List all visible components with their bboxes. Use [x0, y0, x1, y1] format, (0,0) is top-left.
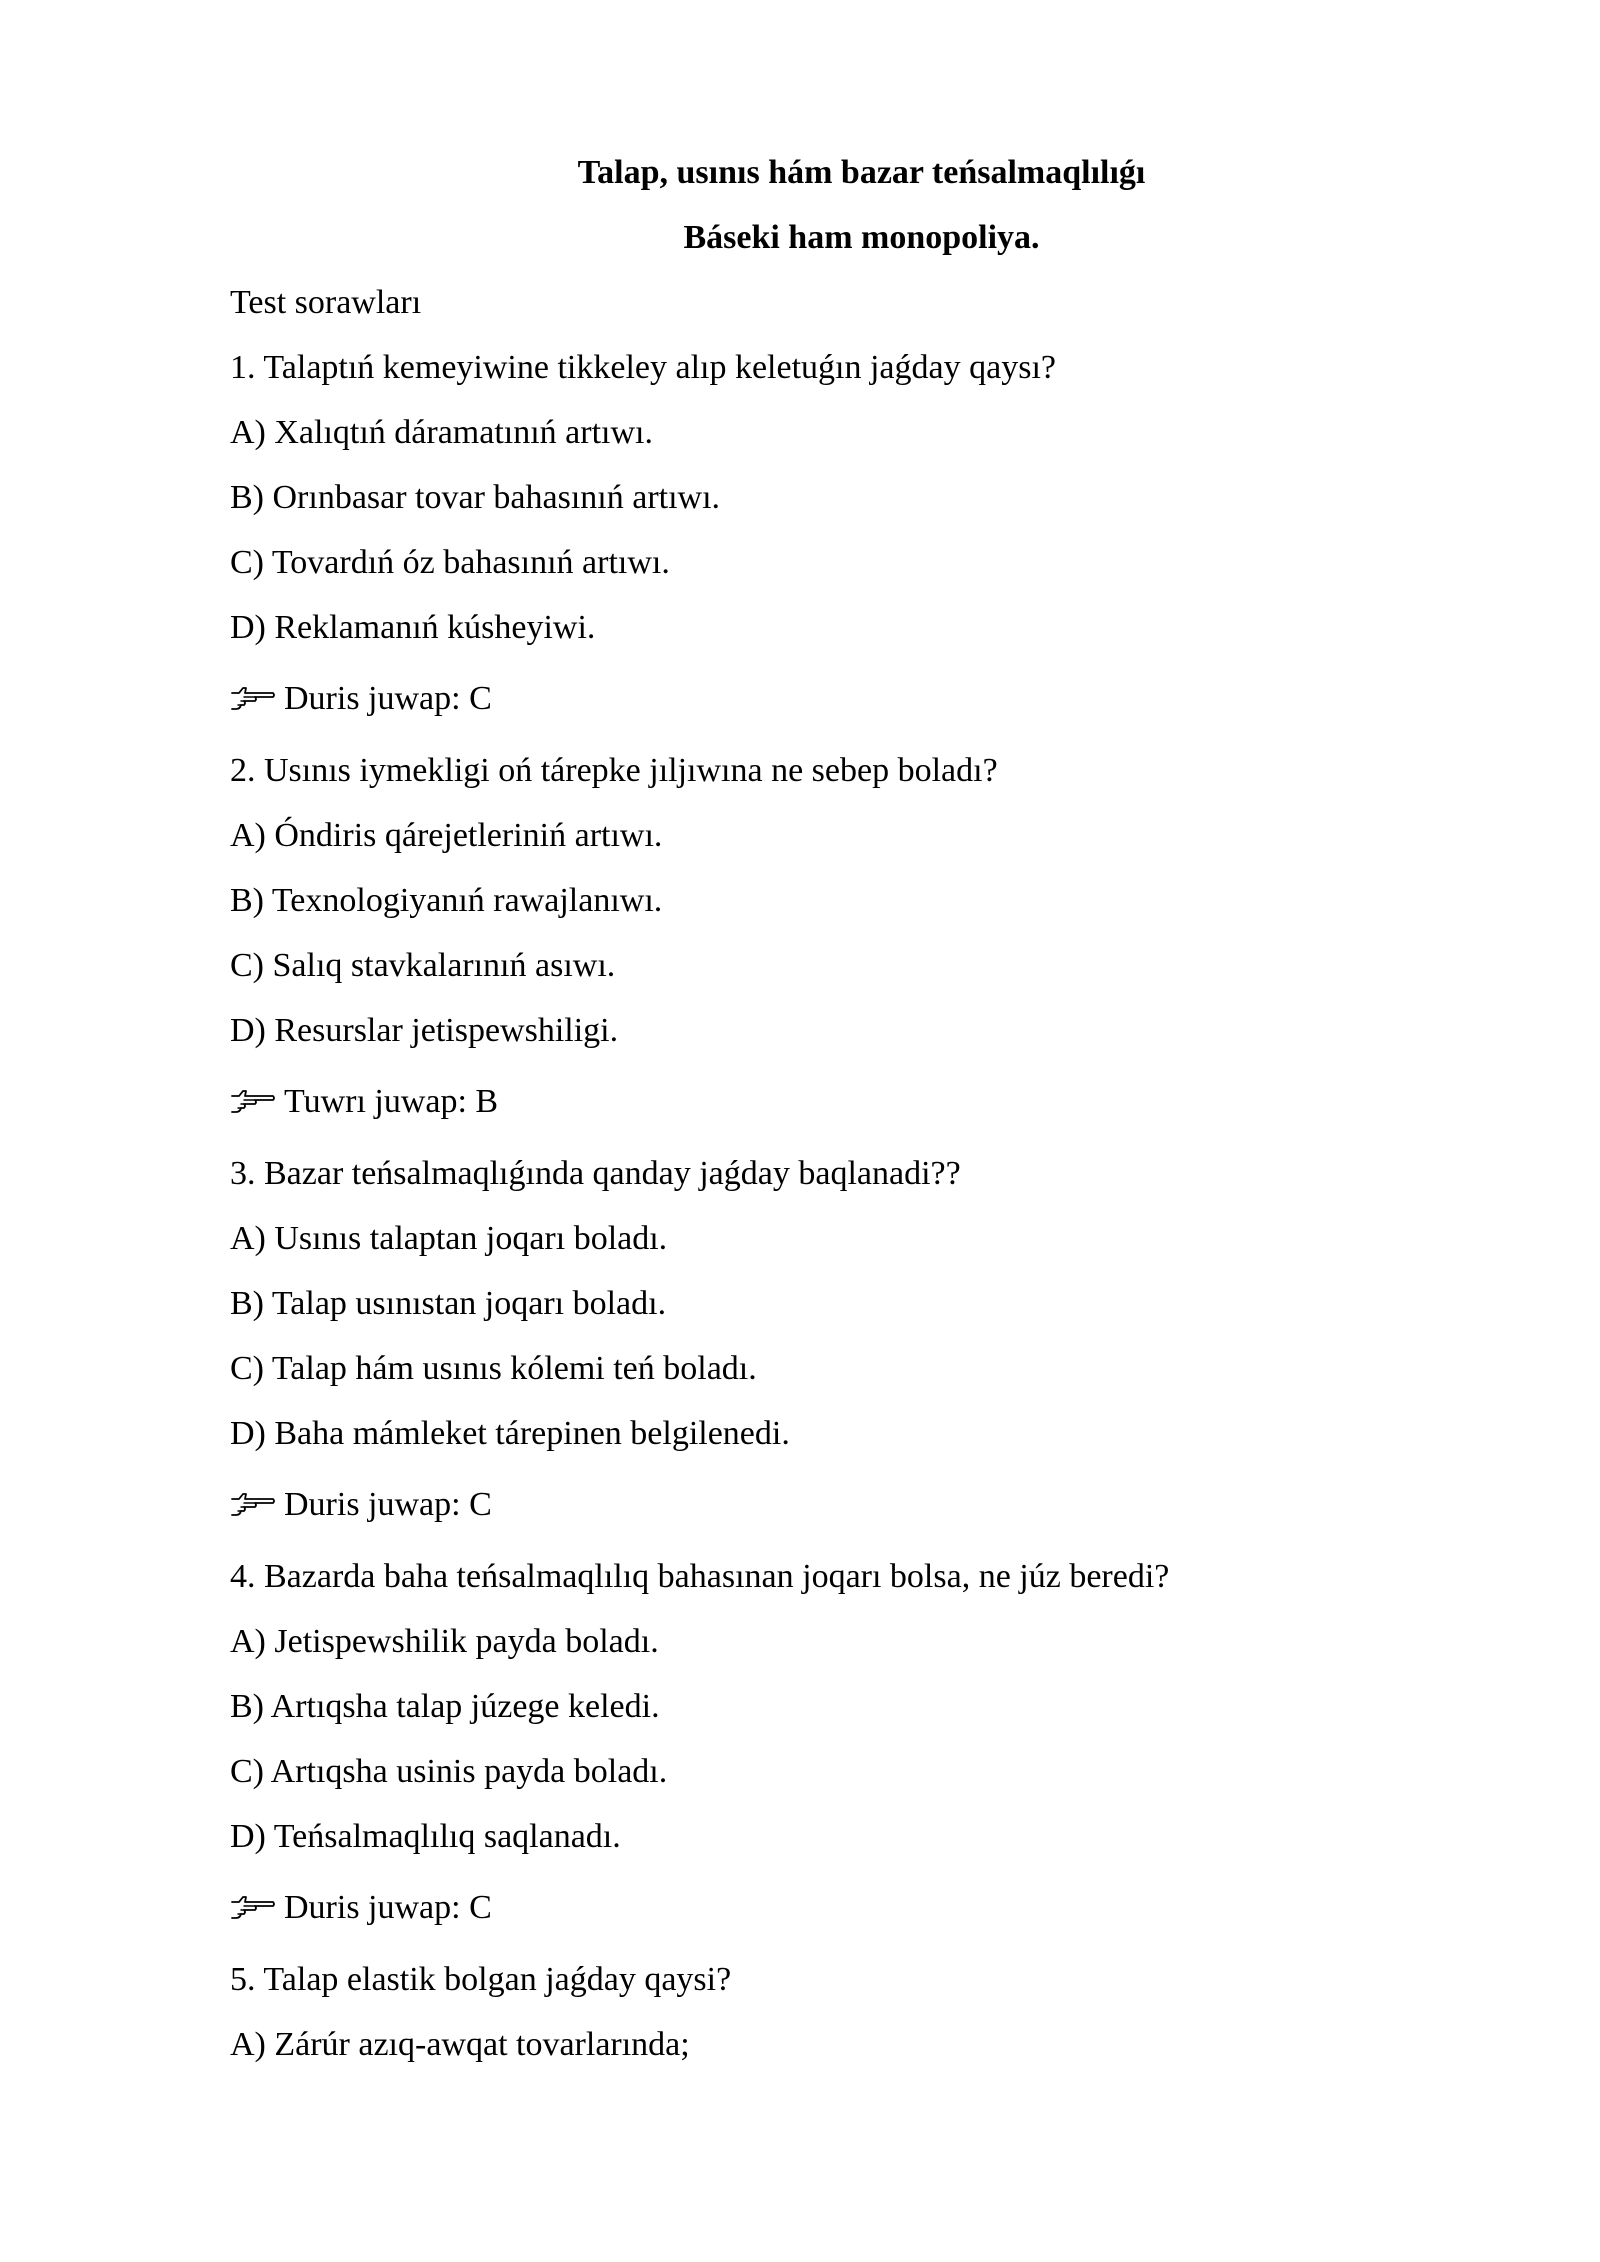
question-3-option-c: C) Talap hám usınıs kólemi teń boladı.	[230, 1350, 757, 1387]
question-5-text: 5. Talap elastik bolgan jaǵday qaysi?	[230, 1961, 732, 1998]
answer-label: Duris juwap: C	[284, 1486, 492, 1523]
question-1-option-b: B) Orınbasar tovar bahasınıń artıwı.	[230, 479, 721, 516]
question-2-option-a: A) Óndiris qárejetleriniń artıwı.	[230, 817, 663, 854]
question-3-option-b: B) Talap usınıstan joqarı boladı.	[230, 1285, 667, 1322]
pointing-hand-icon	[230, 1893, 276, 1921]
question-3-option-d: D) Baha mámleket tárepinen belgilenedi.	[230, 1415, 790, 1452]
question-2-text: 2. Usınıs iymekligi oń tárepke jıljıwına ne sebep boladı?	[230, 752, 998, 789]
question-2-option-d: D) Resurslar jetispewshiligi.	[230, 1012, 619, 1049]
document-title: Talap, usınıs hám bazar teńsalmaqlılıǵı	[577, 154, 1146, 191]
question-1-text: 1. Talaptıń kemeyiwine tikkeley alıp keletuǵın jaǵday qaysı?	[230, 349, 1056, 386]
answer-label: Tuwrı juwap: B	[284, 1083, 499, 1120]
pointing-hand-icon	[230, 684, 276, 712]
question-4-option-b: B) Artıqsha talap júzege keledi.	[230, 1688, 660, 1725]
question-2-option-c: C) Salıq stavkalarınıń asıwı.	[230, 947, 616, 984]
question-4-answer	[230, 1888, 492, 1928]
question-1-option-d: D) Reklamanıń kúsheyiwi.	[230, 609, 596, 646]
question-4-option-d: D) Teńsalmaqlılıq saqlanadı.	[230, 1818, 621, 1855]
answer-label: Duris juwap: C	[284, 680, 492, 717]
question-3-text: 3. Bazar teńsalmaqlıǵında qanday jaǵday baqlanadi??	[230, 1155, 961, 1192]
question-3-option-a: A) Usınıs talaptan joqarı boladı.	[230, 1220, 668, 1257]
pointing-hand-icon	[230, 1490, 276, 1518]
question-3-answer	[230, 1485, 492, 1525]
section-label: Test sorawları	[230, 284, 422, 321]
question-4-option-c: C) Artıqsha usinis payda boladı.	[230, 1753, 668, 1790]
question-1-option-a: A) Xalıqtıń dáramatınıń artıwı.	[230, 414, 653, 451]
question-4-option-a: A) Jetispewshilik payda boladı.	[230, 1623, 659, 1660]
question-5-option-a: A) Zárúr azıq-awqat tovarlarında;	[230, 2026, 690, 2063]
document-subtitle: Báseki ham monopoliya.	[683, 219, 1040, 256]
pointing-hand-icon	[230, 1087, 276, 1115]
question-1-option-c: C) Tovardıń óz bahasınıń artıwı.	[230, 544, 670, 581]
question-2-answer	[230, 1082, 498, 1122]
question-4-text: 4. Bazarda baha teńsalmaqlılıq bahasınan joqarı bolsa, ne júz beredi?	[230, 1558, 1170, 1595]
answer-label: Duris juwap: C	[284, 1889, 492, 1926]
question-1-answer	[230, 679, 492, 719]
question-2-option-b: B) Texnologiyanıń rawajlanıwı.	[230, 882, 663, 919]
